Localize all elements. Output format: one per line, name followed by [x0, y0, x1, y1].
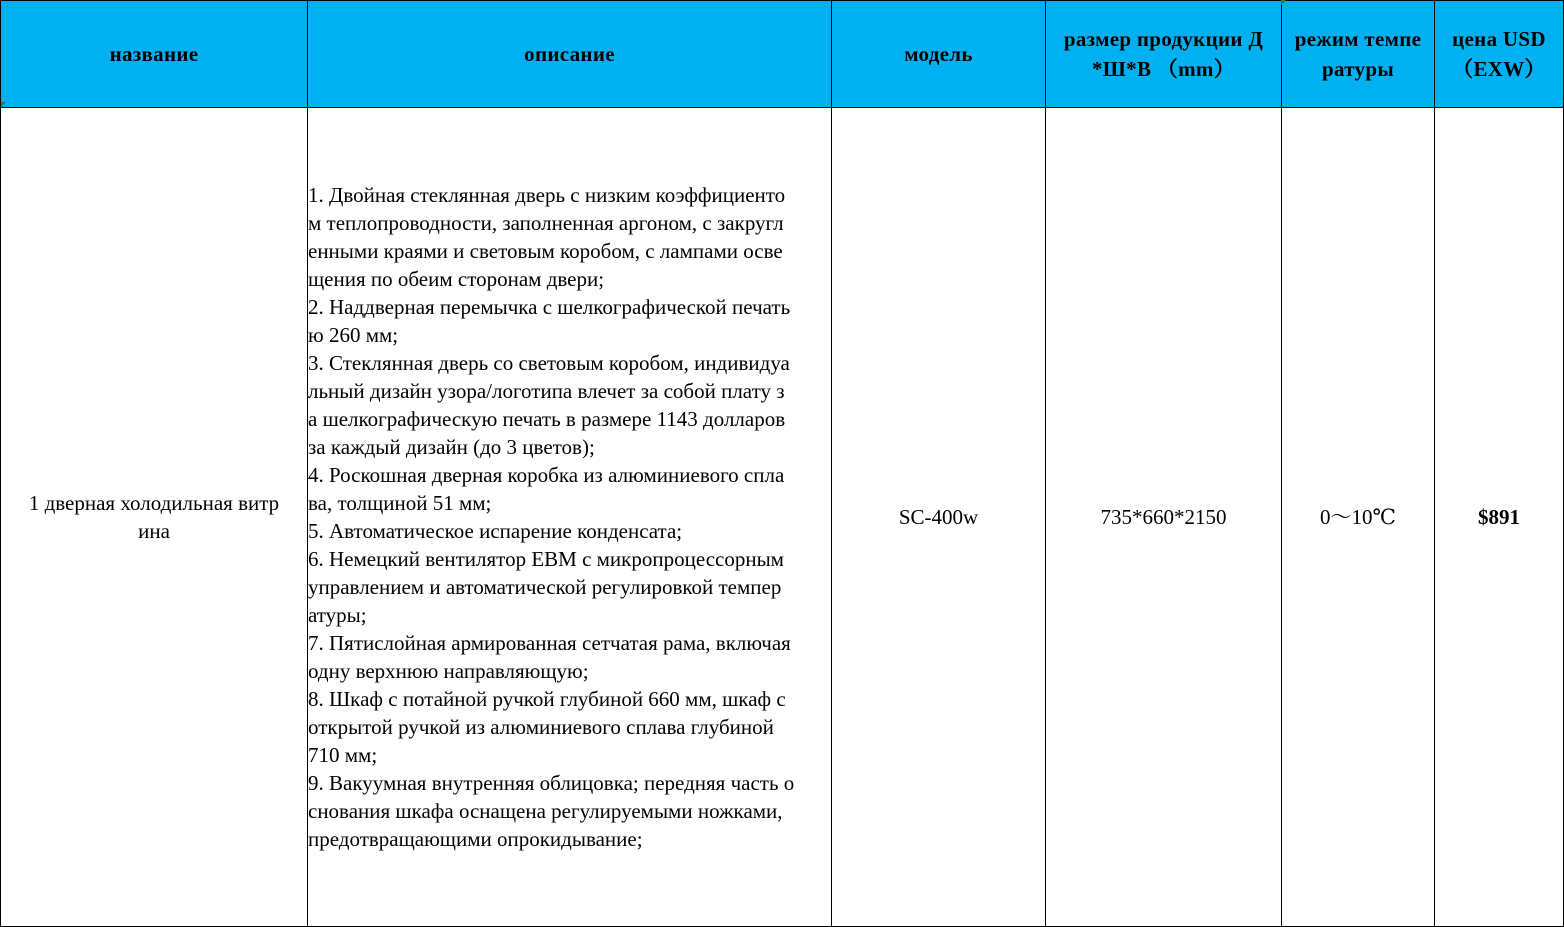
description-line: 3. Стеклянная дверь со световым коробом, индивидуа — [308, 351, 790, 375]
header-price-label-2: （EXW） — [1452, 57, 1546, 81]
description-line: управлением и автоматической регулировкой темпер — [308, 575, 782, 599]
header-description[interactable] — [308, 1, 832, 108]
description-line: 2. Наддверная перемычка с шелкографической печать — [308, 295, 791, 319]
header-temperature-label-1: режим темпе — [1294, 27, 1422, 51]
description-line: 4. Роскошная дверная коробка из алюминиевого спла — [308, 463, 785, 487]
cell-temperature[interactable] — [1282, 108, 1435, 927]
description-line: ю 260 мм; — [308, 323, 399, 347]
cell-price-text: $891 — [1478, 505, 1520, 529]
description-line: енными краями и световым коробом, с лампами осве — [308, 239, 783, 263]
cell-name-text-2: ина — [138, 519, 170, 543]
header-price-label-1: цена USD — [1452, 27, 1546, 51]
description-line: одну верхнюю направляющую; — [308, 659, 589, 683]
cell-size[interactable] — [1046, 108, 1282, 927]
description-line: 710 мм; — [308, 743, 378, 767]
description-line: м теплопроводности, заполненная аргоном, с закругл — [308, 211, 784, 235]
description-line: 9. Вакуумная внутренняя облицовка; передняя часть о — [308, 771, 795, 795]
cell-size-text: 735*660*2150 — [1100, 505, 1227, 529]
description-lines — [308, 181, 831, 853]
header-model[interactable] — [832, 1, 1046, 108]
cell-temperature-text: 0～10℃ — [1320, 505, 1396, 529]
description-line: снования шкафа оснащена регулируемыми ножками, — [308, 799, 783, 823]
table-row — [1, 108, 1564, 927]
header-name-label: название — [109, 42, 199, 66]
header-model-label: модель — [904, 42, 973, 66]
description-line: предотвращающими опрокидывание; — [308, 827, 643, 851]
header-name[interactable] — [1, 1, 308, 108]
header-temperature[interactable] — [1282, 1, 1435, 108]
header-size[interactable] — [1046, 1, 1282, 108]
header-size-label-2: *Ш*В （mm） — [1091, 57, 1235, 81]
header-size-label-1: размер продукции Д — [1063, 27, 1264, 51]
cell-model-text: SC-400w — [898, 505, 979, 529]
cell-model[interactable] — [832, 108, 1046, 927]
description-line: ва, толщиной 51 мм; — [308, 491, 492, 515]
cell-name[interactable] — [1, 108, 308, 927]
description-line: щения по обеим сторонам двери; — [308, 267, 605, 291]
description-line: за каждый дизайн (до 3 цветов); — [308, 435, 595, 459]
cell-name-text-1: 1 дверная холодильная витр — [28, 491, 280, 515]
header-row — [1, 1, 1564, 108]
description-line: 8. Шкаф с потайной ручкой глубиной 660 мм, шкаф с — [308, 687, 786, 711]
header-description-label: описание — [524, 42, 615, 66]
description-line: а шелкографическую печать в размере 1143 долларов — [308, 407, 786, 431]
description-line: льный дизайн узора/логотипа влечет за собой плату з — [308, 379, 785, 403]
comment-indicator-icon — [1, 102, 6, 107]
description-line: 1. Двойная стеклянная дверь с низким коэффициенто — [308, 183, 786, 207]
cell-description[interactable] — [308, 108, 832, 927]
description-line: 6. Немецкий вентилятор EBM с микропроцессорным — [308, 547, 784, 571]
comment-indicator-icon — [1281, 0, 1286, 5]
description-line: 5. Автоматическое испарение конденсата; — [308, 519, 683, 543]
header-price[interactable] — [1435, 1, 1564, 108]
header-temperature-label-2: ратуры — [1321, 57, 1395, 81]
description-line: открытой ручкой из алюминиевого сплава глубиной — [308, 715, 774, 739]
description-line: атуры; — [308, 603, 367, 627]
cell-price[interactable] — [1435, 108, 1564, 927]
description-line: 7. Пятислойная армированная сетчатая рама, включая — [308, 631, 791, 655]
